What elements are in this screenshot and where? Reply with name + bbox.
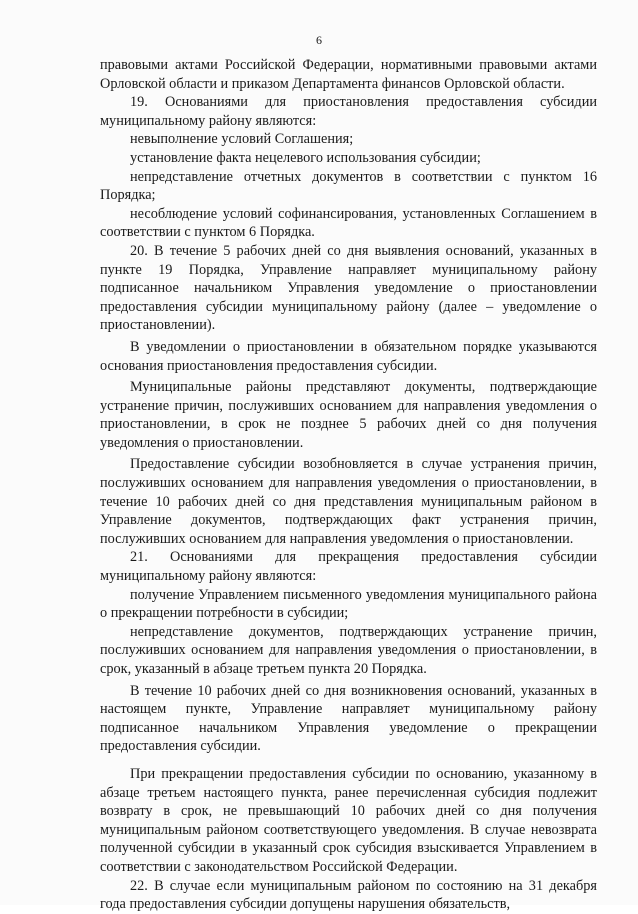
- paragraph: 20. В течение 5 рабочих дней со дня выявления оснований, указанных в пункте 19 Порядка, Управление направляет муниципальному району подписанное начальником Управления уведомление о приостановлении предоставления субсидии муниципальному району (далее – уведомление о приостановлении).: [100, 242, 597, 334]
- paragraph: установление факта нецелевого использования субсидии;: [130, 149, 481, 166]
- page-number: 6: [316, 33, 322, 47]
- paragraph: правовыми актами Российской Федерации, нормативными правовыми актами Орловской области и приказом Департамента финансов Орловской области.: [100, 57, 597, 92]
- document-body: [100, 56, 597, 914]
- paragraph: непредставление отчетных документов в соответствии с пунктом 16 Порядка;: [100, 168, 597, 204]
- paragraph: В уведомлении о приостановлении в обязательном порядке указываются основания приостановления предоставления субсидии.: [100, 338, 597, 374]
- paragraph: получение Управлением письменного уведомления муниципального района о прекращении потребности в субсидии;: [100, 586, 597, 622]
- paragraph: В течение 10 рабочих дней со дня возникновения оснований, указанных в настоящем пункте, Управление направляет муниципальному району подписанное начальником Управления уведомление о прекращении предоставления субсидии.: [100, 682, 597, 755]
- paragraph: непредставление документов, подтверждающих устранение причин, послуживших основанием для направления уведомления о приостановлении, в срок, указанный в абзаце третьем пункта 20 Порядка.: [100, 623, 597, 677]
- paragraph: 21. Основаниями для прекращения предоставления субсидии муниципальному району являются:: [100, 549, 597, 585]
- paragraph: Муниципальные районы представляют документы, подтверждающие устранение причин, послуживших основанием для направления уведомления о приостановлении, в срок не позднее 5 рабочих дней со дня получения уведомления о приостановлении.: [100, 379, 597, 451]
- paragraph: невыполнение условий Соглашения;: [130, 131, 354, 148]
- paragraph: 19. Основаниями для приостановления предоставления субсидии муниципальному району являются:: [100, 94, 597, 129]
- paragraph: Предоставление субсидии возобновляется в случае устранения причин, послуживших основанием для направления уведомления о приостановлении, в течение 10 рабочих дней со дня представления муниципальным районом в Управление документов, подтверждающих факт устранения причин, послуживших основанием для направления уведомления о приостановлении.: [100, 456, 597, 547]
- paragraph: 22. В случае если муниципальным районом по состоянию на 31 декабря года предоставления субсидии допущены нарушения обязательств,: [100, 877, 597, 913]
- paragraph: несоблюдение условий софинансирования, установленных Соглашением в соответствии с пунктом 6 Порядка.: [100, 205, 597, 241]
- paragraph: При прекращении предоставления субсидии по основанию, указанному в абзаце третьем настоящего пункта, ранее перечисленная субсидия подлежит возврату в срок, не превышающий 10 рабочих дней со дня получения муниципальным районом соответствующего уведомления. В случае невозврата полученной субсидии в указанный срок субсидия взыскивается Управлением в соответствии с законодательством Российской Федерации.: [100, 765, 597, 875]
